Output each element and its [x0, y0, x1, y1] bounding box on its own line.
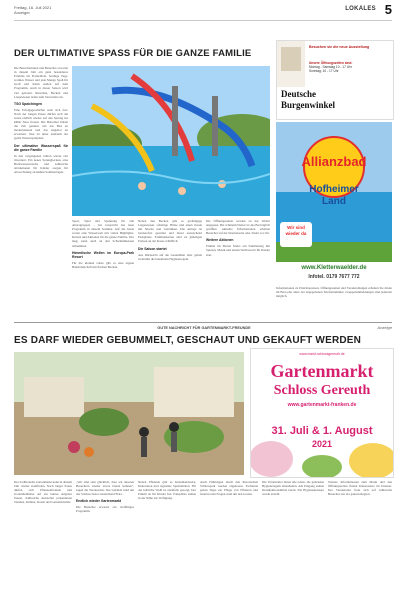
- ad-allianzbad[interactable]: [276, 122, 392, 285]
- waterpark-photo: [72, 66, 270, 216]
- ad-gartenmarkt-url[interactable]: www.gartenmarkt-franken.de: [287, 402, 357, 408]
- paper-name: Anzeiger: [14, 10, 30, 15]
- article2-col4: Auch Führungen durch den historischen Schlosspark werden angeboten. Fachleute geben Tipps zur Pflege von Pflanzen und beantworten Fragen rund um den Garten.: [200, 480, 258, 497]
- waterpark-illustration: [72, 66, 270, 216]
- header-rule: [14, 20, 392, 21]
- ad-allianzbad-hofheimer: Hofheimer: [309, 184, 359, 195]
- article1-subhead-mid: Die Saison startet: [138, 246, 167, 251]
- garden-market-illustration: [14, 352, 244, 475]
- ad-brand-line1: Deutsche: [281, 89, 316, 99]
- article1-col1: Die Besucherinnen und Besucher erwartet in diesem Jahr ein ganz besonderes Erlebnis im Freizeitbad. Sonnige Tage, warmes Wasser und jede Menge Spaß für Groß und Klein stehen auf dem Programm. Auch in dieser Saison wird viel geboten: Rutschen, Becken und Liegewiesen laden zum Verweilen ein. TSG Spaichingen Eine Erfolgsgeschichte setzt sich fort: Nach der langen Pause dürfen sich die Gäste endlich wieder auf den Sprung ins kühle Nass freuen. Die Betreiber haben die Zeit genutzt, um das Bad zu modernisieren und das Angebot zu erweitern. Neu ist unter anderem der große Wasserspielplatz. Der ultimative Wasserspaß für die ganze Familie In den vergangenen Jahren wurde viel investiert. Ein neues Sprungbecken, eine Breitwasserrutsche und zahlreiche Attraktionen für Kinder sorgen für Abwechslung an heißen Sommertagen.: [14, 66, 68, 174]
- article2-col5: Die Veranstalter bitten alle Gäste, die geltenden Hygieneregeln einzuhalten. Am Eingang stehen Desinfektionsmittel bereit. Ein Hygienekonzept wurde erstellt.: [262, 480, 324, 497]
- article2-col2: „Wir sind sehr glücklich, dass wir unseren Besuchern wieder etwas bieten können", sagen die Veranstalter. Das Gelände rund um das Schloss bietet ausreichend Platz. Endlich wieder Gartenmarkt Die Besucher erwartet ein vielfältiges Programm.: [76, 480, 134, 514]
- ad-gartenmarkt-title: Gartenmarkt: [270, 361, 374, 381]
- ad-burgenwinkel[interactable]: [276, 40, 394, 120]
- ad-brand-line2: Burgenwinkel: [281, 100, 336, 110]
- ad-badge: [280, 222, 312, 247]
- article1-col2: Sport, Spiel und Spannung für alle Altersgruppen – das verspricht das neue Programm in diesem Sommer. Auf die Gäste wartet eine Wasserwelt mit vielen Highlights, Kursen und Aktionen für die ganze Familie. Wer mag, kann auch an den Schwimmkursen teilnehmen. Himmlische Wellen im Europa-Park Resort Für die kleinen Gäste gibt es eine eigene Badelandschaft mit flachen Becken.: [72, 219, 134, 269]
- ad-hours-weekday: Montag - Samstag 10 - 17 Uhr: [309, 65, 352, 70]
- article1-subhead-left: TSG Spaichingen: [14, 101, 43, 106]
- page-number: 5: [384, 2, 392, 17]
- ad-gartenmarkt-subtitle: Schloss Gereuth: [273, 383, 371, 398]
- article2-col6: Weitere Informationen zum Markt und den Öffnungszeiten finden Interessierte im Internet. Der Veranstalter freut sich auf zahlreiche Besucher aus der ganzen Region.: [328, 480, 392, 497]
- section-separator: [14, 322, 392, 323]
- article2-subhead-mid: Endlich wieder Gartenmarkt: [76, 499, 122, 504]
- issue-date: Freitag, 16. Juli 2021: [14, 5, 52, 10]
- ad-gartenmarkt-year: 2021: [311, 439, 333, 449]
- article2-col1: Der traditionelle Gartenmarkt kann in diesem Jahr wieder stattfinden. Nach langer Pause dürfen sich Pflanzenfreunde und Gartenliebhaber auf ein buntes Angebot freuen. Zahlreiche Aussteller präsentieren Stauden, Kräuter, Rosen und Gartenzubehör.: [14, 480, 72, 505]
- garden-market-photo: [14, 352, 244, 475]
- article2-col3: Neben Pflanzen gibt es Kunsthandwerk, Dekoration und regionale Spezialitäten. Für das leibliche Wohl ist ebenfalls gesorgt. Der Eintritt ist für Kinder frei. Parkplätze stehen in der Nähe zur Verfügung.: [138, 480, 196, 501]
- article1-subhead-ul: Der ultimative Wasserspaß für die ganze Familie: [14, 143, 68, 152]
- article1-col3: Neben den Becken gibt es großzügige Liegewiesen, schattige Plätze und einen Kiosk mit Snacks und Getränken. Die Anlage ist barrierefrei gestaltet und bietet ausreichend Parkplätze. Familienkarten sind zu günstigen Preisen an der Kasse erhältlich. Die Saison startet Aus Rücksicht auf die Gesundheit aller gelten weiterhin die bekannten Hygieneregeln.: [138, 219, 202, 261]
- issue-meta: [14, 5, 51, 15]
- ad-badge-line1: Wir sind: [287, 225, 305, 230]
- ad-allianzbad-url[interactable]: www.Kletterwaelder.de: [301, 265, 367, 271]
- ad-allianzbad-phone: Infotel. 0179 7677 772: [308, 274, 360, 280]
- ad-badge-line2: wieder da: [285, 231, 307, 236]
- article1-subhead-ban: Weitere Aktionen: [206, 238, 234, 243]
- ad-text-block: Informationen zu Eintrittspreisen, Öffnungszeiten und Veranstaltungen erhalten Sie direkt im Bad oder unter der angegebenen Telefonnummer. Gruppenanmeldungen sind jederzeit möglich.: [276, 286, 392, 299]
- article1-headline: DER ULTIMATIVE SPASS FÜR DIE GANZE FAMILIE: [14, 48, 252, 59]
- advert-label: Anzeige: [377, 325, 392, 330]
- ad-burgenwinkel-hours: [309, 61, 391, 74]
- article2-kicker: GUTE NACHRICHT FÜR GARTENMARKT-FREUNDE: [157, 326, 251, 330]
- ad-gartenmarkt-date: 31. Juli & 1. August: [271, 425, 373, 437]
- ad-burgenwinkel-head: Besuchen sie die neue Ausstellung: [309, 45, 370, 49]
- ad-hours-label: Unsere Öffnungszeiten sind:: [309, 61, 353, 65]
- section-label: LOKALES: [345, 6, 376, 12]
- article1-col4: Die Öffnungszeiten werden an das Wetter angepasst. Bei schönem Wetter ist das Bad täglich geöffnet. Aktuelle Informationen erhalten Besucher auf der Internetseite oder direkt vor Ort. Weitere Aktionen Einmal im Monat findet ein Familientag mit Spielen, Musik und einem Wettbewerb für Kinder statt.: [206, 219, 270, 257]
- ad-allianzbad-title: Allianzbad: [301, 154, 367, 169]
- ad-gartenmarkt-top[interactable]: www.markt-schlossgereuth.de: [299, 352, 345, 356]
- page-header: [0, 0, 402, 20]
- article2-headline: ES DARF WIEDER GEBUMMELT, GESCHAUT UND GEKAUFT WERDEN: [14, 335, 362, 346]
- ad-allianzbad-land: Land: [322, 196, 346, 207]
- ad-hours-sunday: Sonntag: 10 - 17 Uhr: [309, 69, 339, 74]
- ad-gartenmarkt[interactable]: [250, 348, 394, 478]
- article1-subhead-wet: Himmlische Wellen im Europa-Park Resort: [72, 250, 134, 259]
